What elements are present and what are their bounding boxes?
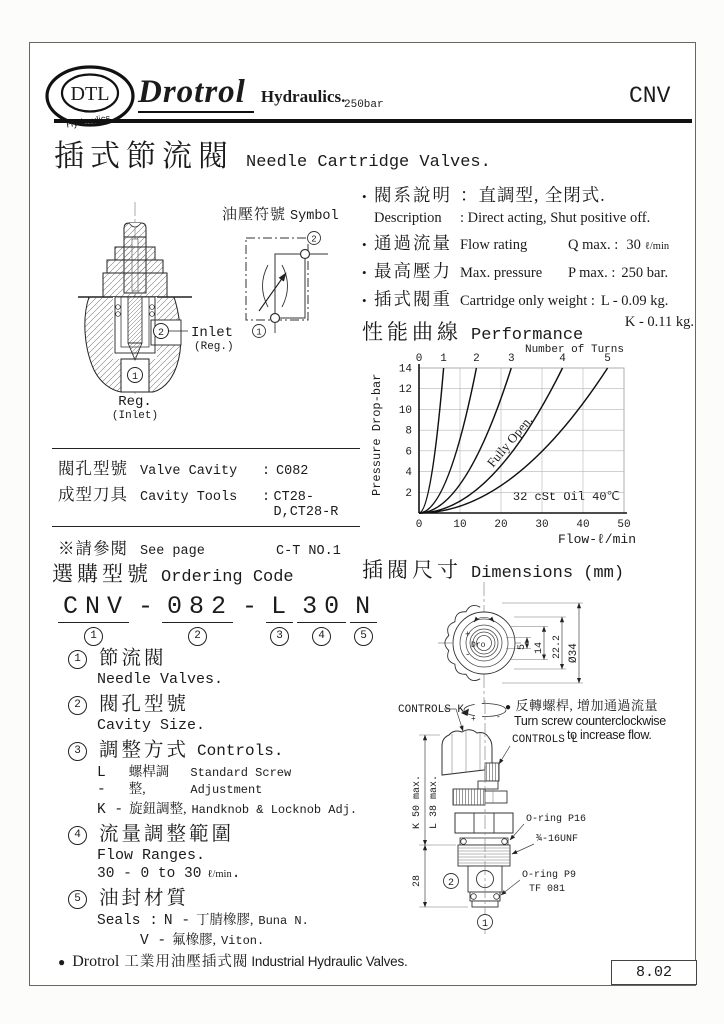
x-tick-label: 50 xyxy=(617,519,631,531)
symbol-port1-number: 1 xyxy=(256,327,262,338)
oring xyxy=(502,839,508,845)
bullet-icon: ● xyxy=(58,955,66,969)
symbol-heading-en: Symbol xyxy=(290,209,339,224)
symbol-port2-number: 2 xyxy=(311,234,317,245)
ordering-item-5: 5 油封材質 Seals : N - 丁腈橡膠, Buna N. V - 氟橡膠, Viton. xyxy=(68,888,368,950)
curve-3-turns xyxy=(419,368,511,513)
dim-label-28: 28 xyxy=(412,874,423,887)
y-tick-label: 6 xyxy=(405,446,412,459)
cavity-row-valve-cavity: 閥孔型號 Valve Cavity : C082 xyxy=(58,459,309,479)
top-tick-label: 0 xyxy=(415,353,423,365)
y-tick-label: 8 xyxy=(405,425,412,438)
y-tick-label: 12 xyxy=(398,384,412,397)
controls-option-l: L - 螺桿調整, Standard Screw Adjustment xyxy=(97,764,292,798)
bullet-icon: • xyxy=(362,293,367,308)
bullet-icon: • xyxy=(362,265,367,280)
code-part-cavity: 082 2 xyxy=(162,592,233,646)
pressure-rating: 250bar xyxy=(344,99,384,111)
dim-label-k50: K 50 max. xyxy=(412,774,423,829)
spec-row-flow: • 通過流量 Flow rating Q max. : 30 ℓ/min xyxy=(362,233,670,253)
bullet-icon: • xyxy=(362,189,367,204)
minus-mark: - xyxy=(465,650,471,660)
oil-annotation: 32 cSt Oil 40℃ xyxy=(512,490,620,504)
dim-label-5: 5 xyxy=(517,643,528,650)
performance-chart xyxy=(366,340,666,552)
oring xyxy=(150,312,155,317)
bullet-icon: ● xyxy=(505,702,512,713)
symbol-port2 xyxy=(301,250,310,259)
performance-heading: 性能曲線 Performance xyxy=(362,320,584,345)
series-code: CNV xyxy=(629,83,671,109)
y-axis-label: Pressure Drop-bar xyxy=(370,373,384,496)
symbol-heading-zh: 油壓符號 xyxy=(222,207,287,223)
hydraulic-symbol xyxy=(238,228,338,346)
knob-top-view xyxy=(424,578,604,706)
oring xyxy=(471,894,477,900)
footer-line: ● Drotrol 工業用油壓插式閥 Industrial Hydraulic Valves. xyxy=(58,953,408,970)
page-title-zh: 插式節流閥 xyxy=(54,140,234,173)
curve-2-turns xyxy=(419,368,476,513)
y-tick-label: 2 xyxy=(405,487,412,500)
dim-label-14: 14 xyxy=(534,641,545,654)
fully-open-label: Fully Open. xyxy=(483,412,536,470)
top-tick-label: 4 xyxy=(559,353,566,365)
brand-lockup xyxy=(138,74,345,113)
ordering-item-1: 1 節流閥 Needle Valves. xyxy=(68,648,368,689)
x-tick-label: 10 xyxy=(453,519,467,531)
dtl-logo xyxy=(44,64,140,136)
throttle-arc xyxy=(282,265,288,307)
plus-mark: + xyxy=(465,630,471,640)
hex-body xyxy=(103,273,167,297)
top-axis-label: Number of Turns xyxy=(524,344,624,356)
port2-number: 2 xyxy=(157,327,165,339)
page-title xyxy=(54,131,491,175)
x-tick-label: 0 xyxy=(415,519,423,531)
dimensions-heading: 插閥尺寸 Dimensions (mm) xyxy=(362,558,625,583)
curve-1-turn xyxy=(419,368,444,513)
needle-spindle xyxy=(128,297,142,343)
reg-label: Reg. xyxy=(118,394,152,410)
y-tick-label: 4 xyxy=(405,467,412,480)
page-number: 8.02 xyxy=(635,964,672,981)
seal-option-n: Seals : N - 丁腈橡膠, Buna N. xyxy=(97,912,309,929)
code-part-series: CNV 1 xyxy=(58,592,129,646)
oring xyxy=(116,305,121,310)
brand-word: Hydraulics. xyxy=(260,87,346,106)
turn-screw-note: ● 反轉螺桿, 增加通過流量 Turn screw counterclockwise to increase flow. xyxy=(505,698,666,742)
symbol-heading xyxy=(222,203,339,224)
dim-label-l38: L 38 max. xyxy=(429,774,440,829)
oring xyxy=(150,305,155,310)
x-axis-label: Flow-ℓ/min xyxy=(557,532,636,547)
cavity-table xyxy=(52,448,360,560)
cavity-row-tools: 成型刀具 Cavity Tools : CT28-D,CT28-R xyxy=(58,485,339,520)
top-tick-label: 1 xyxy=(440,353,447,365)
spec-row-description: • 閥系說明 ：直調型, 全閉式. xyxy=(362,185,606,205)
ordering-code: CNV 1 - 082 2 - L 3 30 4 N 5 xyxy=(56,592,379,646)
oring-p9-label: O-ring P9 xyxy=(522,870,577,881)
reg-sub-label: (Inlet) xyxy=(111,410,159,422)
oring xyxy=(461,839,467,845)
valve-cutaway-drawing xyxy=(58,198,268,428)
x-tick-label: 40 xyxy=(576,519,590,531)
ordering-item-4: 4 流量調整範圍 Flow Ranges. 30 - 0 to 30 ℓ/min . xyxy=(68,824,368,883)
ordering-item-3: 3 調整方式 Controls. L - 螺桿調整, Standard Screw Adjustment K - 旋鈕調整, Handknob & Locknob Adj. xyxy=(68,740,368,819)
top-tick-label: 3 xyxy=(507,353,515,365)
y-tick-label: 14 xyxy=(398,363,412,376)
hex-nut xyxy=(455,813,513,833)
y-tick-label: 10 xyxy=(398,404,412,417)
minus-mark: - xyxy=(496,713,501,722)
oring xyxy=(494,894,500,900)
brand-name: Drotrol xyxy=(138,74,254,113)
top-tick-label: 5 xyxy=(604,353,611,365)
x-tick-label: 20 xyxy=(494,519,508,531)
oring xyxy=(116,312,121,317)
valve-side-view xyxy=(386,692,686,940)
spec-row-weight-k: K - 0.11 kg. xyxy=(624,314,694,330)
tf-label: TF 081 xyxy=(529,884,566,895)
page-number-box xyxy=(611,960,697,985)
throttle-arc xyxy=(263,265,269,307)
x-tick-label: 30 xyxy=(535,519,549,531)
ordering-heading: 選購型號 Ordering Code xyxy=(52,562,294,587)
controls-k-label: CONTROLS K xyxy=(398,704,465,716)
symbol-envelope xyxy=(246,238,308,320)
controls-l-label: CONTROLS L xyxy=(512,734,579,746)
flow-range-value: 30 - 0 to 30 ℓ/min . xyxy=(97,866,241,882)
dim-label-22: 22.2 xyxy=(552,634,563,659)
inlet-sub-label: (Reg.) xyxy=(194,341,234,353)
code-part-seal: N 5 xyxy=(350,592,377,646)
ordering-item-list xyxy=(68,648,368,955)
ordering-item-2: 2 閥孔型號 Cavity Size. xyxy=(68,694,368,735)
plus-mark: + xyxy=(471,715,476,724)
controls-option-k: K - 旋鈕調整, Handknob & Locknob Adj. xyxy=(97,801,358,818)
spec-row-description-en: Description : Direct acting, Shut positive off. xyxy=(374,210,651,226)
code-part-flow: 30 4 xyxy=(297,592,346,646)
top-tick-label: 2 xyxy=(473,353,480,365)
symbol-port1 xyxy=(271,314,280,323)
oring-groove xyxy=(460,838,508,845)
page-title-en: Needle Cartridge Valves. xyxy=(246,153,491,172)
cavity-note-row: ※請參閱 See page C-T NO.1 xyxy=(52,526,360,560)
side-port1-number: 1 xyxy=(481,918,489,930)
spec-row-pressure: • 最高壓力 Max. pressure P max. : 250 bar. xyxy=(362,261,669,281)
thread-label: ¾-16UNF xyxy=(536,834,579,845)
bullet-icon: • xyxy=(362,237,367,252)
code-part-control: L 3 xyxy=(266,592,293,646)
port1-number: 1 xyxy=(131,371,139,383)
header-rule xyxy=(54,119,692,123)
spec-list xyxy=(362,182,698,334)
handknob xyxy=(442,730,492,775)
spec-row-weight: • 插式閥重 Cartridge only weight : L - 0.09 kg. xyxy=(362,289,669,309)
oring-p16-label: O-ring P16 xyxy=(526,814,587,825)
knob-logo-text: Dro xyxy=(471,641,486,650)
seal-option-v: V - 氟橡膠, Viton. xyxy=(140,932,265,949)
dim-label-d34: Ø34 xyxy=(568,643,580,663)
side-port2-number: 2 xyxy=(447,877,455,889)
logo-abbr: DTL xyxy=(70,83,110,105)
inlet-label: Inlet xyxy=(191,325,234,341)
